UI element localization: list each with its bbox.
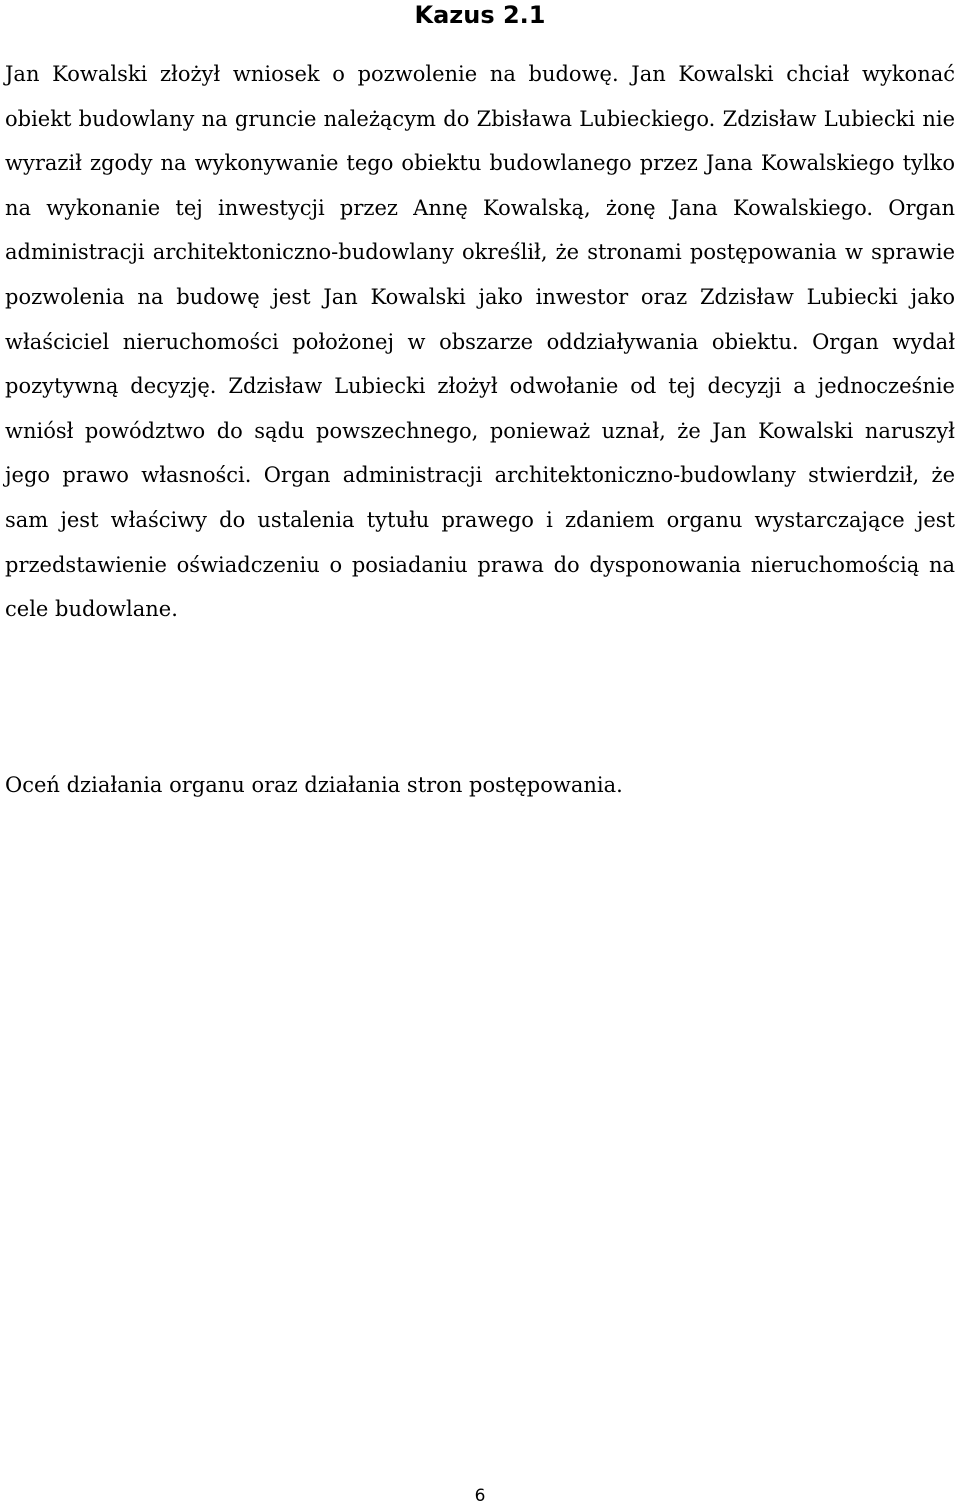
case-description: Jan Kowalski złożył wniosek o pozwolenie na budowę. Jan Kowalski chciał wykonać obiekt budowlany na gruncie należącym do Zbisława Lubieckiego. Zdzisław Lubiecki nie wyraził zgody na wykonywanie tego obiektu budowlanego przez Jana Kowalskiego tylko na wykonanie tej inwestycji przez Annę Kowalską, żonę Jana Kowalskiego. Organ administracji architektoniczno-budowlany określił, że stronami postępowania w sprawie pozwolenia na budowę jest Jan Kowalski jako inwestor oraz Zdzisław Lubiecki jako właściciel nieruchomości położonej w obszarze oddziaływania obiektu. Organ wydał pozytywną decyzję. Zdzisław Lubiecki złożył odwołanie od tej decyzji a jednocześnie wniósł powództwo do sądu powszechnego, ponieważ uznał, że Jan Kowalski naruszył jego prawo własności. Organ administracji architektoniczno-budowlany stwierdził, że sam jest właściwy do ustalenia tytułu prawego i zdaniem organu wystarczające jest przedstawienie oświadczeniu o posiadaniu prawa do dysponowania nieruchomością na cele budowlane. [5,62,955,622]
case-question: Oceń działania organu oraz działania stron postępowania. [5,773,623,797]
page-number: 6 [474,1486,486,1506]
case-title: Kazus 2.1 [414,1,546,29]
